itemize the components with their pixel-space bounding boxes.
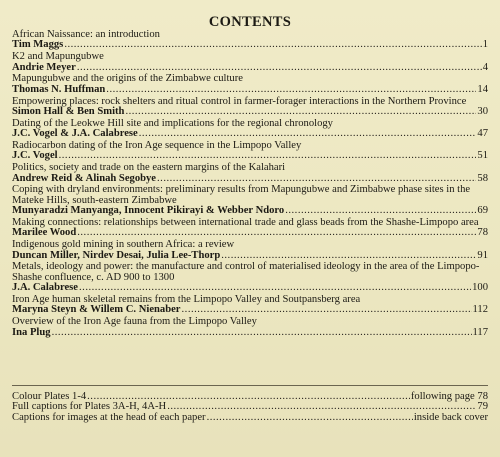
contents-entry bbox=[12, 141, 488, 163]
article-author: Tim Maggs bbox=[12, 39, 64, 51]
article-author: Maryna Steyn & Willem C. Nienaber bbox=[12, 304, 181, 316]
contents-entry bbox=[12, 295, 488, 317]
dot-leader bbox=[77, 63, 482, 73]
contents-entry bbox=[12, 317, 488, 339]
article-author: Marilee Wood bbox=[12, 227, 77, 239]
page-title: CONTENTS bbox=[208, 14, 292, 30]
page-reference: 79 bbox=[477, 401, 488, 413]
article-title: Dating of the Leokwe Hill site and implications for the regional chronology bbox=[12, 117, 333, 129]
section-divider bbox=[12, 385, 488, 386]
dot-leader bbox=[207, 413, 413, 423]
dot-leader bbox=[79, 283, 471, 293]
contents-entry bbox=[12, 218, 488, 240]
contents-entry bbox=[12, 74, 488, 96]
dot-leader bbox=[221, 251, 476, 261]
contents-entry bbox=[12, 97, 488, 119]
page-number: 1 bbox=[482, 39, 488, 51]
contents-entry bbox=[12, 119, 488, 141]
dot-leader bbox=[59, 151, 477, 161]
article-author: Duncan Miller, Nirdev Desai, Julia Lee-Thorp bbox=[12, 249, 221, 261]
dot-leader bbox=[77, 228, 476, 238]
article-title: Iron Age human skeletal remains from the Limpopo Valley and Soutpansberg area bbox=[12, 294, 361, 306]
article-author: Andrie Meyer bbox=[12, 61, 76, 73]
dot-leader bbox=[52, 328, 472, 338]
contents-entry bbox=[12, 185, 488, 218]
supplementary-entry bbox=[12, 413, 488, 423]
dot-leader bbox=[64, 40, 481, 50]
page-number: 112 bbox=[472, 304, 488, 316]
supplementary-label: Full captions for Plates 3A-H, 4A-H bbox=[12, 401, 167, 413]
article-title: African Naissance: an introduction bbox=[12, 29, 160, 40]
supplementary-list bbox=[12, 392, 488, 423]
page-reference: inside back cover bbox=[413, 411, 488, 423]
page-number: 47 bbox=[477, 128, 488, 140]
article-author: Andrew Reid & Alinah Segobye bbox=[12, 172, 157, 184]
page-number: 91 bbox=[477, 249, 488, 261]
article-author: J.C. Vogel & J.A. Calabrese bbox=[12, 128, 138, 140]
page-number: 100 bbox=[472, 282, 488, 294]
dot-leader bbox=[106, 85, 476, 95]
page-number: 30 bbox=[477, 106, 488, 118]
article-title: Radiocarbon dating of the Iron Age sequence in the Limpopo Valley bbox=[12, 140, 302, 152]
article-author: J.C. Vogel bbox=[12, 150, 58, 162]
supplementary-label: Captions for images at the head of each paper bbox=[12, 411, 206, 423]
article-author: Munyaradzi Manyanga, Innocent Pikirayi & Webber Ndoro bbox=[12, 205, 285, 217]
supplementary-label: Colour Plates 1-4 bbox=[12, 391, 87, 402]
article-title: Overview of the Iron Age fauna from the Limpopo Valley bbox=[12, 316, 257, 328]
article-title: Making connections: relationships between international trade and glass beads from the Shashe-Limpopo area bbox=[12, 217, 479, 229]
contents-entry bbox=[12, 240, 488, 262]
contents-entry bbox=[12, 262, 488, 295]
article-title: Coping with dryland environments: preliminary results from Mapungubwe and Zimbabwe phase sites in the Mateke Hills, south-eastern Zimbabwe bbox=[12, 184, 471, 206]
article-title: Metals, ideology and power: the manufacture and control of materialised ideology in the area of the Limpopo-Shashe confluence, c. AD 900 to 1300 bbox=[12, 261, 480, 283]
contents-entry bbox=[12, 30, 488, 52]
article-title: Indigenous gold mining in southern Africa: a review bbox=[12, 239, 235, 251]
page-number: 4 bbox=[482, 61, 488, 73]
author-line bbox=[12, 85, 488, 97]
page-number: 78 bbox=[477, 227, 488, 239]
article-title: Empowering places: rock shelters and ritual control in farmer-forager interactions in the Northern Province bbox=[12, 95, 467, 107]
article-title: Politics, society and trade on the eastern margins of the Kalahari bbox=[12, 162, 286, 174]
page-reference: following page 78 bbox=[410, 391, 488, 402]
dot-leader bbox=[139, 129, 477, 139]
article-title: Mapungubwe and the origins of the Zimbabwe culture bbox=[12, 73, 243, 85]
article-author: Ina Plug bbox=[12, 326, 51, 338]
page-number: 58 bbox=[477, 172, 488, 184]
article-author: Thomas N. Huffman bbox=[12, 83, 106, 95]
page-number: 117 bbox=[472, 326, 488, 338]
contents-list bbox=[12, 30, 488, 339]
article-author: Simon Hall & Ben Smith bbox=[12, 106, 125, 118]
dot-leader bbox=[125, 107, 476, 117]
page-number: 51 bbox=[477, 150, 488, 162]
author-line bbox=[12, 328, 488, 340]
dot-leader bbox=[157, 174, 476, 184]
contents-entry bbox=[12, 163, 488, 185]
contents-entry bbox=[12, 52, 488, 74]
page-number: 14 bbox=[477, 83, 488, 95]
dot-leader bbox=[285, 206, 476, 216]
article-author: J.A. Calabrese bbox=[12, 282, 79, 294]
page-number: 69 bbox=[477, 205, 488, 217]
article-title: K2 and Mapungubwe bbox=[12, 51, 104, 63]
dot-leader bbox=[182, 305, 472, 315]
